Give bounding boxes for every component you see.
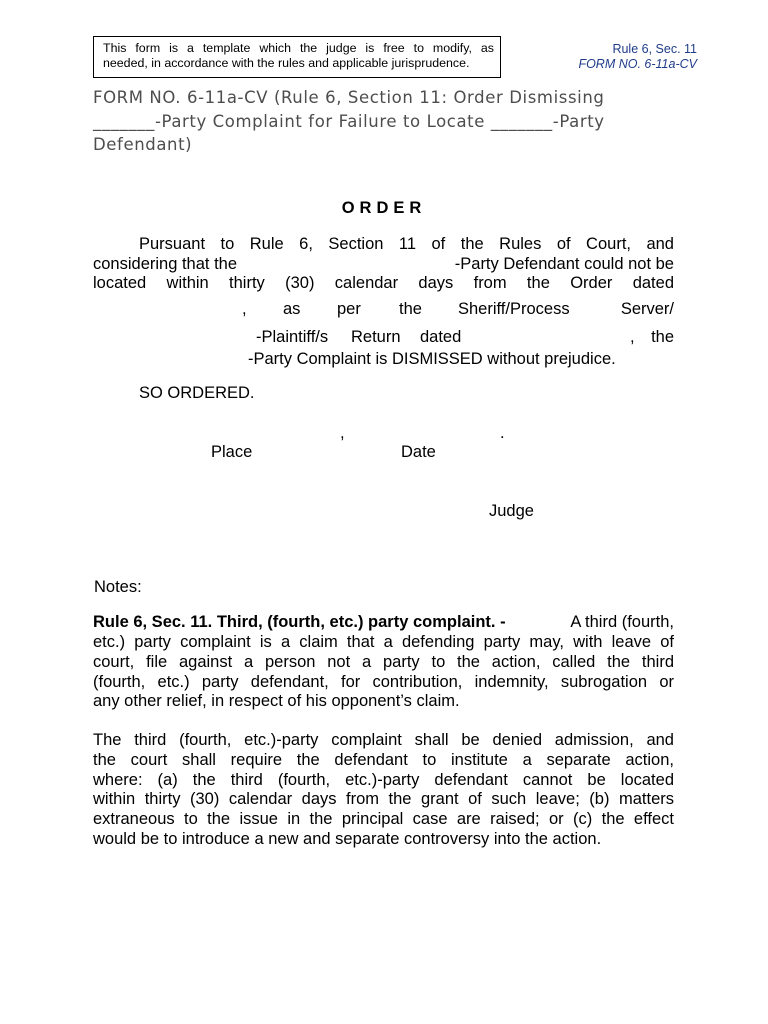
notes-p1-line-4: (fourth, etc.) party defendant, for contribution, indemnity, subrogation or xyxy=(93,672,674,691)
order-line-4-comma: , xyxy=(242,300,247,318)
notes-p1-line-2: etc.) party complaint is a claim that a defending party may, with leave of xyxy=(93,633,674,651)
rule-reference xyxy=(578,42,697,71)
form-number: FORM NO. 6-11a-CV xyxy=(578,56,697,71)
form-title-line-1: FORM NO. 6-11a-CV (Rule 6, Section 11: Order Dismissing xyxy=(93,88,605,107)
order-line-5 xyxy=(93,327,674,347)
order-line-4 xyxy=(93,299,674,319)
form-title-line-3: Defendant) xyxy=(93,135,193,154)
so-ordered: SO ORDERED. xyxy=(139,384,255,402)
rule-label: Rule 6, Sec. 11 xyxy=(612,42,697,56)
form-title xyxy=(93,86,683,157)
date-label: Date xyxy=(401,443,436,461)
order-line-3: located within thirty (30) calendar days from the Order dated xyxy=(93,274,674,292)
signature-comma: , xyxy=(340,424,345,442)
notes-p2-line-1: The third (fourth, etc.)-party complaint shall be denied admission, and xyxy=(93,731,674,749)
order-line-2-start: considering that the xyxy=(93,255,238,273)
notes-p1-line-1 xyxy=(93,613,674,633)
signature-period: . xyxy=(500,424,505,442)
notes-label: Notes: xyxy=(94,578,142,596)
notes-p1-line-5: any other relief, in respect of his opponent’s claim. xyxy=(93,692,460,711)
order-line-5-return: Return xyxy=(351,328,401,346)
notes-p2-line-6: would be to introduce a new and separate controversy into the action. xyxy=(93,829,602,848)
order-line-1: Pursuant to Rule 6, Section 11 of the Rules of Court, and xyxy=(139,235,674,253)
form-title-line-2: _______-Party Complaint for Failure to Locate _______-Party xyxy=(93,111,605,131)
order-line-4-sheriff: Sheriff/Process xyxy=(458,300,570,318)
template-notice xyxy=(93,36,501,78)
order-line-2 xyxy=(93,254,674,274)
notes-p2-line-4: within thirty (30) calendar days from the grant of such leave; (b) matters xyxy=(93,790,674,809)
order-line-5-dated: dated xyxy=(420,328,462,346)
order-line-5-plaintiff: -Plaintiff/s xyxy=(256,328,329,346)
notice-line-2: needed, in accordance with the rules and applicable jurisprudence. xyxy=(103,55,470,70)
order-line-2-end: -Party Defendant could not be xyxy=(454,255,674,273)
judge-label: Judge xyxy=(489,502,534,520)
notes-p1-line-3: court, file against a person not a party to the action, called the third xyxy=(93,652,674,671)
place-label: Place xyxy=(211,443,253,461)
notes-p2-line-5: extraneous to the issue in the principal case are raised; or (c) the effect xyxy=(93,810,674,829)
notes-p2-line-2: the court shall require the defendant to institute a separate action, xyxy=(93,750,674,769)
notice-line-1: This form is a template which the judge is free to modify, as xyxy=(103,41,494,55)
order-line-4-the: the xyxy=(399,300,422,318)
order-line-6: -Party Complaint is DISMISSED without prejudice. xyxy=(248,350,616,368)
notes-p1-line-1-tail: A third (fourth, xyxy=(570,613,674,631)
order-line-4-server: Server/ xyxy=(620,300,674,318)
notes-p2-line-3: where: (a) the third (fourth, etc.)-party defendant cannot be located xyxy=(93,770,674,789)
notes-paragraph-1 xyxy=(93,613,674,712)
order-line-4-per: per xyxy=(337,300,361,318)
rule-heading: Rule 6, Sec. 11. Third, (fourth, etc.) party complaint. - xyxy=(93,613,506,631)
order-line-5-the: the xyxy=(651,328,674,346)
order-line-5-comma: , xyxy=(630,328,635,346)
order-line-4-as: as xyxy=(283,300,301,318)
notes-paragraph-2 xyxy=(93,731,674,850)
order-heading: ORDER xyxy=(341,199,427,217)
